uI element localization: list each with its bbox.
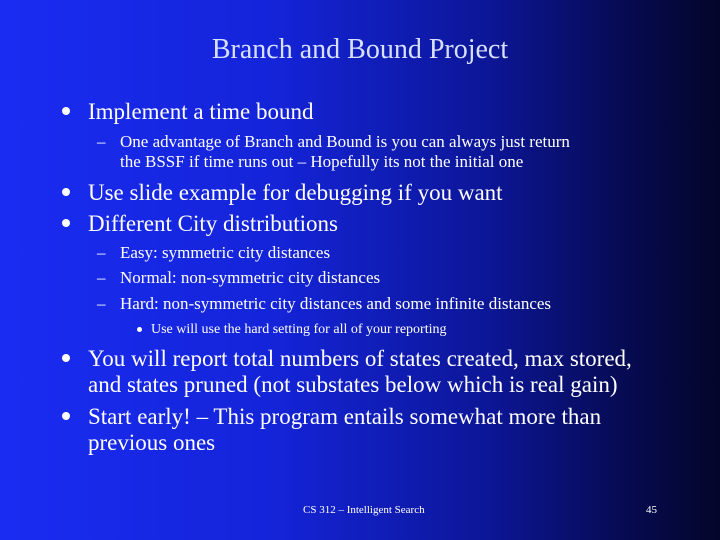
footer-course: CS 312 – Intelligent Search: [303, 504, 425, 516]
bullet-icon: [62, 188, 70, 196]
bullet-text-continued: and states pruned (not substates below which is real gain): [88, 372, 618, 397]
dash-icon: –: [97, 268, 106, 287]
sub-bullet-text: One advantage of Branch and Bound is you can always just return: [120, 132, 570, 151]
page-number: 45: [646, 504, 657, 516]
dash-icon: –: [97, 294, 106, 313]
sub-bullet-text: Hard: non-symmetric city distances and some infinite distances: [120, 294, 552, 313]
bullet-icon: [62, 219, 70, 227]
sub-bullet-text: Normal: non-symmetric city distances: [120, 268, 381, 287]
sub-sub-bullet-text: Use will use the hard setting for all of your reporting: [151, 322, 447, 337]
dash-icon: –: [97, 243, 106, 262]
dash-icon: –: [97, 132, 106, 151]
bullet-icon: [62, 354, 70, 362]
bullet-text: Implement a time bound: [88, 99, 314, 124]
sub-bullet-text: the BSSF if time runs out – Hopefully its not the initial one: [120, 152, 524, 171]
bullet-icon: [62, 412, 70, 420]
slide-title: Branch and Bound Project: [211, 34, 509, 65]
bullet-text: You will report total numbers of states created, max stored,: [88, 346, 632, 371]
small-bullet-icon: [137, 327, 142, 332]
bullet-icon: [62, 107, 70, 115]
sub-bullet-text: Easy: symmetric city distances: [120, 243, 331, 262]
bullet-text: Different City distributions: [88, 211, 339, 236]
bullet-text-continued: previous ones: [88, 430, 216, 455]
bullet-text: Use slide example for debugging if you want: [88, 180, 503, 205]
bullet-text: Start early! – This program entails somewhat more than: [88, 404, 602, 429]
